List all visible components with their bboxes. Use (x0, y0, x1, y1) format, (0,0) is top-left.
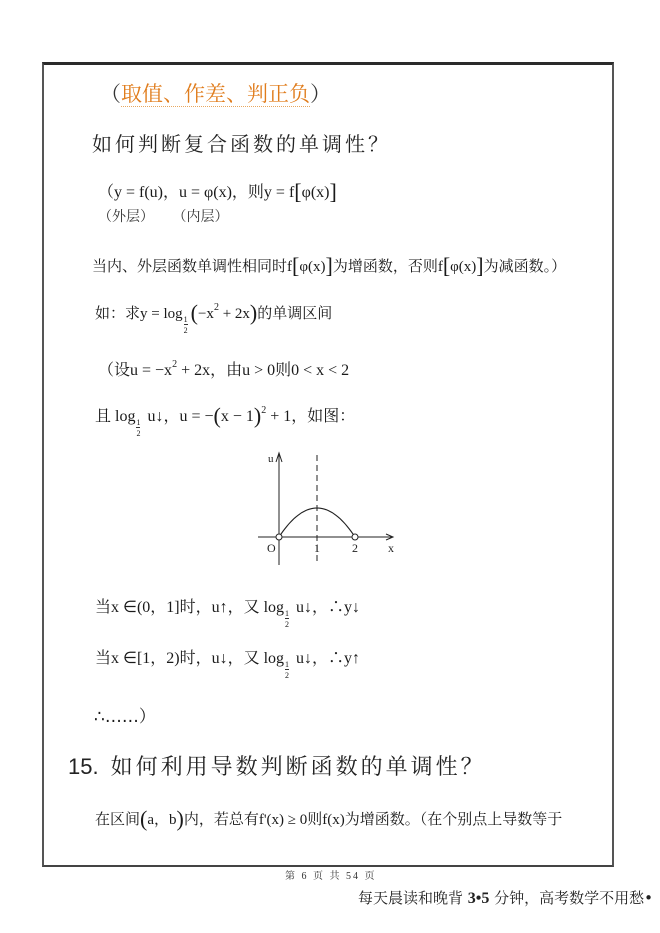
def-bracket-open: [ (294, 179, 302, 204)
example-prefix: 如：求y = log (95, 306, 183, 322)
log-base-fraction (183, 315, 191, 335)
case2-prefix: 当x ∈[1，2)时，u↓，又 log (95, 650, 285, 667)
arg-close: ) (249, 300, 258, 325)
base-denominator: 2 (285, 671, 290, 680)
tick-label-1: 1 (314, 541, 320, 555)
interval-close: ) (176, 806, 184, 831)
step1-exp: 2 (172, 359, 178, 370)
y-axis-label: u (268, 453, 274, 465)
arg: −x (197, 306, 214, 322)
step2-suffix: + 1，如图： (266, 408, 356, 425)
step2-paren-close: ) (253, 403, 262, 428)
composite-rule: 当内、外层函数单调性相同时f[φ(x)]为增函数，否则f[φ(x)]为减函数。） (92, 253, 567, 278)
highlight-text: 取值、作差、判正负 (121, 82, 310, 106)
step2-inner: x − 1 (220, 408, 254, 425)
base-numerator: 1 (183, 315, 188, 324)
base-denominator: 2 (285, 620, 290, 629)
open-paren: （ (100, 82, 121, 106)
footer-slogan (358, 887, 653, 908)
def-inner: φ(x) (301, 184, 330, 201)
step1-rest: + 2x，由u > 0则0 < x < 2 (177, 362, 350, 379)
def-text: （y = f(u)，u = φ(x)，则y = f (98, 184, 295, 201)
footer-part1: 每天晨读和晚背 (358, 889, 468, 907)
def-bracket-close: ] (329, 179, 337, 204)
base-numerator: 1 (285, 660, 290, 669)
tick-label-2: 2 (352, 541, 358, 555)
log-base-fraction (284, 609, 292, 629)
derivative-part1: 在区间 (95, 812, 141, 828)
step2-exp: 2 (261, 405, 267, 416)
log-base-fraction (135, 418, 143, 438)
question-15-text: 如何利用导数判断函数的单调性？ (110, 755, 486, 780)
base-numerator: 1 (285, 609, 290, 618)
example-line (95, 300, 333, 335)
step2-mid: u↓，u = − (143, 408, 214, 425)
conclusion-line: ∴……） (94, 707, 156, 727)
step2-prefix: 且 log (95, 408, 136, 425)
case1-suffix: u↓，∴y↓ (292, 599, 361, 616)
case1-prefix: 当x ∈(0，1]时，u↑，又 log (95, 599, 285, 616)
origin-label: O (267, 541, 276, 555)
x-axis-label: x (388, 541, 394, 555)
rule-inner2: φ(x) (450, 259, 477, 275)
interval-open: ( (140, 806, 148, 831)
method-heading (100, 78, 331, 108)
base-denominator: 2 (136, 429, 141, 438)
example-suffix: 的单调区间 (257, 306, 333, 322)
interval: a，b (147, 812, 177, 828)
base-numerator: 1 (136, 418, 141, 427)
footer-part2: 分钟，高考数学不用愁• (489, 889, 654, 907)
question-15 (68, 750, 486, 781)
inner-label: （内层） (172, 209, 229, 225)
log-base-fraction (284, 660, 292, 680)
rule-part1: 当内、外层函数单调性相同时f (92, 259, 292, 275)
rule-inner1: φ(x) (299, 259, 326, 275)
composite-definition (98, 179, 337, 205)
arg-open: ( (190, 300, 198, 325)
rule-part2: 为增函数，否则f (332, 259, 443, 275)
step2-line (95, 403, 356, 438)
page-number: 第 6 页 共 54 页 (285, 871, 377, 882)
case2-line (95, 645, 361, 680)
footer-bold: 3•5 (467, 890, 490, 907)
base-denominator: 2 (183, 326, 188, 335)
rule-part3: 为减函数。） (483, 259, 567, 275)
layer-labels (98, 206, 228, 226)
arg-exp: 2 (213, 302, 219, 313)
case1-line (95, 594, 361, 629)
outer-label: （外层） (98, 209, 154, 225)
derivative-rule (95, 806, 562, 832)
step1-line (98, 357, 349, 380)
step2-paren-open: ( (213, 403, 221, 428)
case2-suffix: u↓，∴y↑ (292, 650, 361, 667)
close-paren: ） (310, 82, 331, 106)
arg-rest: + 2x (218, 306, 250, 322)
question-composite-title: 如何判断复合函数的单调性？ (92, 132, 391, 156)
derivative-part2: 内，若总有f'(x) ≥ 0则f(x)为增函数。（在个别点上导数等于 (183, 812, 563, 828)
question-number: 15. (68, 754, 99, 779)
step1-text: （设u = −x (98, 362, 173, 379)
